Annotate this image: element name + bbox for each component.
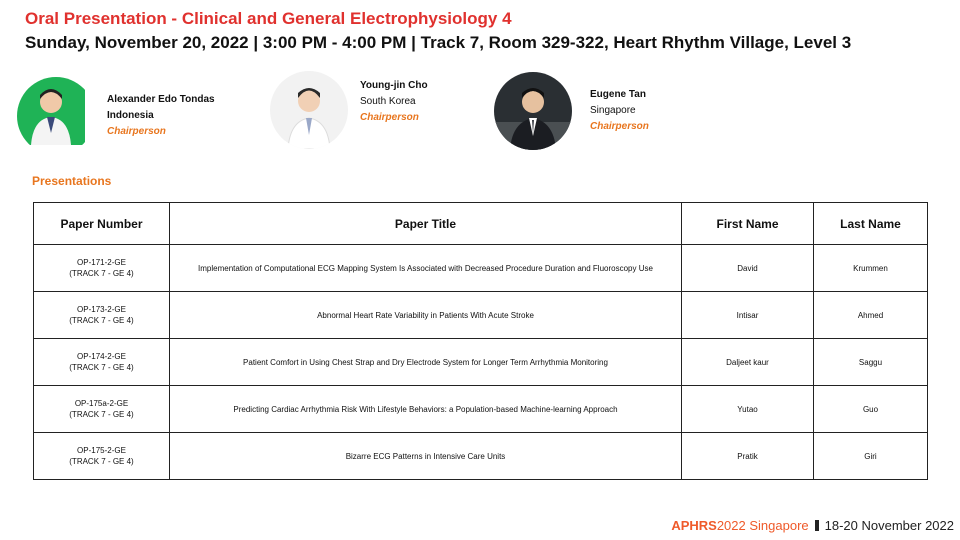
column-header-paper-title: Paper Title	[170, 203, 682, 245]
paper-title-cell: Implementation of Computational ECG Mapping System Is Associated with Decreased Procedure Duration and Fluoroscopy Use	[170, 245, 682, 292]
chairperson-role: Chairperson	[107, 126, 166, 137]
last-name-cell: Krummen	[814, 245, 928, 292]
avatar	[494, 72, 572, 150]
paper-title-cell: Predicting Cardiac Arrhythmia Risk With Lifestyle Behaviors: a Population-based Machine-learning Approach	[170, 386, 682, 433]
chairperson-role: Chairperson	[360, 112, 419, 123]
first-name-cell: Pratik	[682, 433, 814, 480]
chairperson-name: Young-jin Cho	[360, 80, 428, 91]
paper-title-cell: Abnormal Heart Rate Variability in Patients With Acute Stroke	[170, 292, 682, 339]
chairperson-country: Singapore	[590, 105, 636, 116]
table-row	[34, 386, 928, 433]
chairperson-name: Eugene Tan	[590, 89, 646, 100]
paper-track: (TRACK 7 - GE 4)	[69, 410, 134, 419]
presentations-table	[33, 202, 928, 480]
paper-number: OP-173-2-GE	[77, 305, 126, 314]
paper-number-cell	[34, 245, 170, 292]
column-header-first-name: First Name	[682, 203, 814, 245]
paper-title-cell: Bizarre ECG Patterns in Intensive Care Units	[170, 433, 682, 480]
page-title: Oral Presentation - Clinical and General Electrophysiology 4	[25, 9, 512, 28]
paper-number-cell	[34, 433, 170, 480]
chairperson-name: Alexander Edo Tondas	[107, 94, 215, 105]
last-name-cell: Ahmed	[814, 292, 928, 339]
paper-number-cell	[34, 386, 170, 433]
last-name-cell: Giri	[814, 433, 928, 480]
footer-separator	[815, 520, 819, 531]
brand-logo-text: APHRS	[671, 518, 717, 533]
table-header-row	[34, 203, 928, 245]
event-dates: 18-20 November 2022	[824, 518, 954, 533]
first-name-cell: Intisar	[682, 292, 814, 339]
paper-number: OP-171-2-GE	[77, 258, 126, 267]
paper-track: (TRACK 7 - GE 4)	[69, 457, 134, 466]
table-row	[34, 245, 928, 292]
section-heading: Presentations	[32, 174, 112, 188]
first-name-cell: Yutao	[682, 386, 814, 433]
chairperson-card	[17, 77, 215, 155]
column-header-paper-number: Paper Number	[34, 203, 170, 245]
chairperson-card	[270, 71, 428, 149]
table-row	[34, 433, 928, 480]
first-name-cell: Daljeet kaur	[682, 339, 814, 386]
paper-number: OP-174-2-GE	[77, 352, 126, 361]
paper-number-cell	[34, 339, 170, 386]
column-header-last-name: Last Name	[814, 203, 928, 245]
paper-number-cell	[34, 292, 170, 339]
session-details: Sunday, November 20, 2022 | 3:00 PM - 4:00 PM | Track 7, Room 329-322, Heart Rhythm Village, Level 3	[25, 33, 852, 52]
event-footer	[671, 518, 954, 533]
brand-event-name: 2022 Singapore	[716, 518, 809, 533]
chairperson-country: South Korea	[360, 96, 416, 107]
paper-number: OP-175-2-GE	[77, 446, 126, 455]
paper-title-cell: Patient Comfort in Using Chest Strap and Dry Electrode System for Longer Term Arrhythmia Monitoring	[170, 339, 682, 386]
paper-number: OP-175a-2-GE	[74, 399, 129, 408]
paper-track: (TRACK 7 - GE 4)	[69, 363, 134, 372]
chairperson-country: Indonesia	[107, 110, 154, 121]
table-row	[34, 339, 928, 386]
chairperson-card	[494, 72, 649, 150]
paper-track: (TRACK 7 - GE 4)	[69, 316, 134, 325]
paper-track: (TRACK 7 - GE 4)	[69, 269, 134, 278]
table-row	[34, 292, 928, 339]
first-name-cell: David	[682, 245, 814, 292]
chairperson-role: Chairperson	[590, 121, 649, 132]
last-name-cell: Saggu	[814, 339, 928, 386]
avatar	[17, 77, 95, 155]
last-name-cell: Guo	[814, 386, 928, 433]
avatar	[270, 71, 348, 149]
